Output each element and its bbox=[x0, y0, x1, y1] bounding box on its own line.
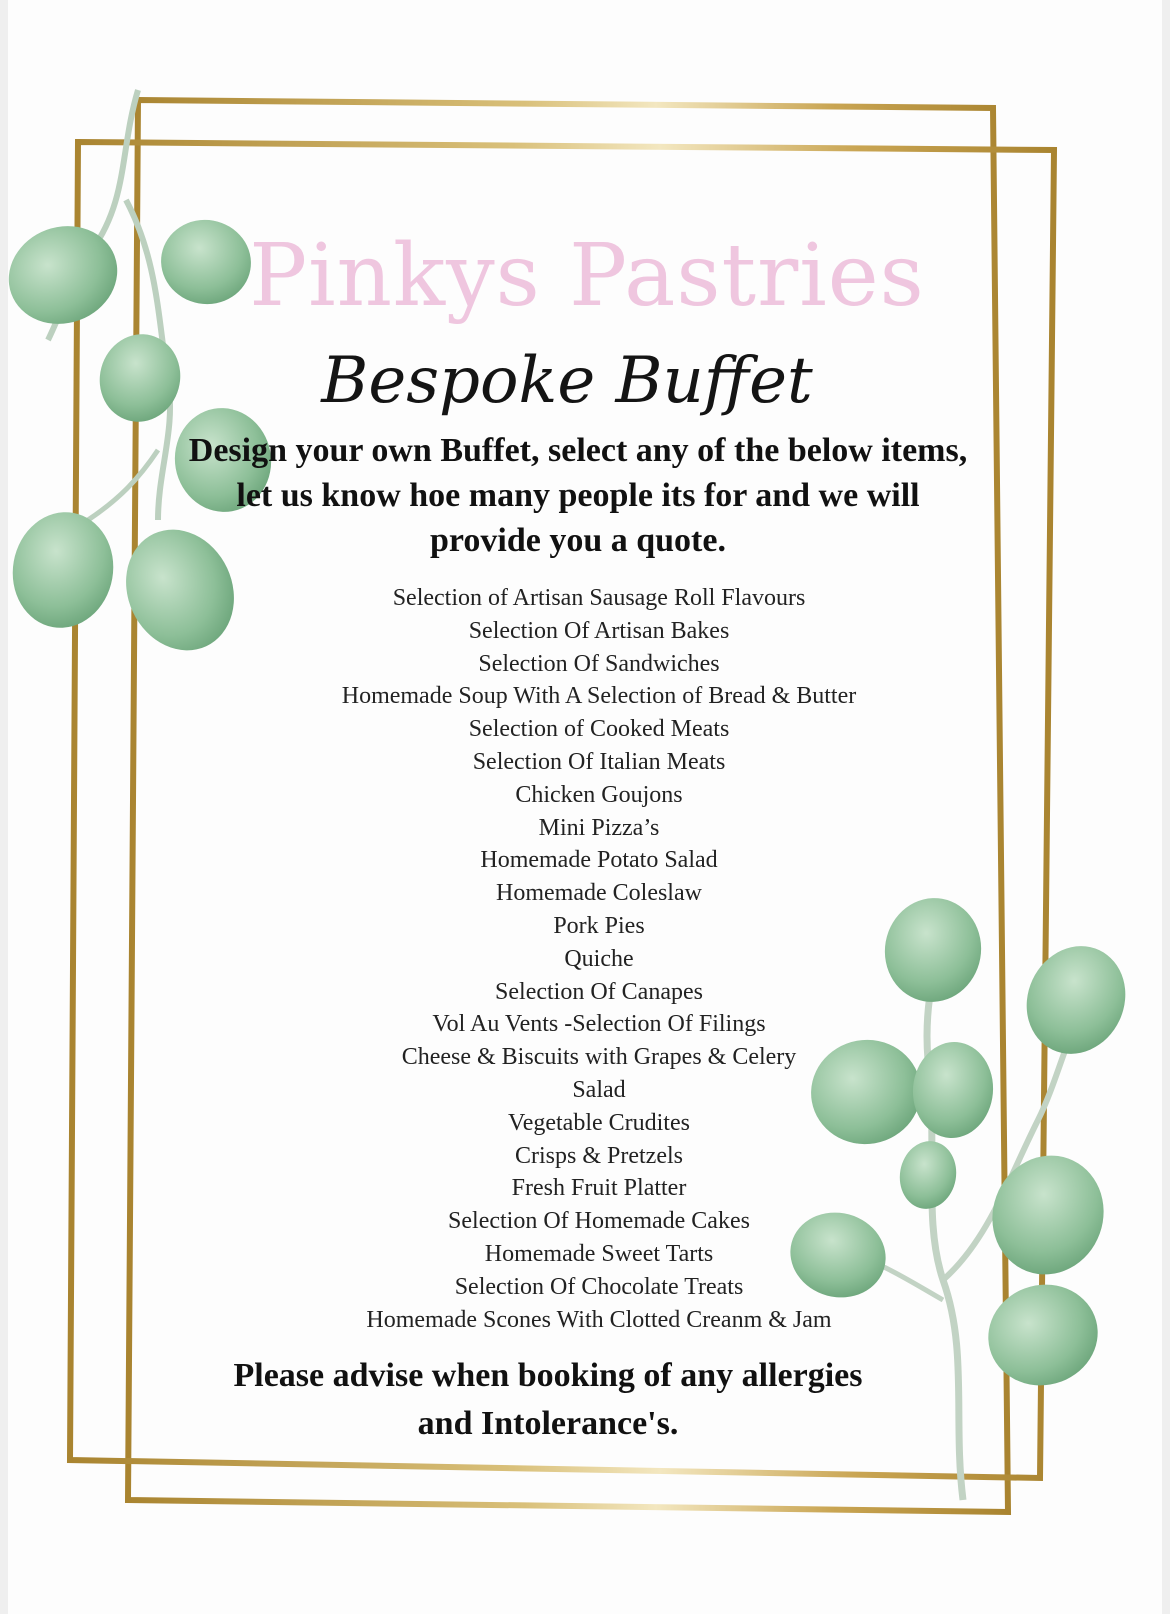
allergy-note-line: and Intolerance's. bbox=[417, 1405, 679, 1442]
buffet-menu-page bbox=[8, 0, 1162, 1614]
buffet-item: Quiche bbox=[564, 945, 634, 972]
buffet-item: Homemade Potato Salad bbox=[480, 847, 718, 874]
buffet-item: Mini Pizza’s bbox=[538, 814, 660, 841]
buffet-item: Selection Of Chocolate Treats bbox=[454, 1273, 744, 1300]
intro-line: Design your own Buffet, select any of the below items, bbox=[188, 432, 968, 469]
buffet-item: Chicken Goujons bbox=[515, 781, 683, 808]
intro-line: provide you a quote. bbox=[430, 522, 726, 559]
buffet-item: Homemade Soup With A Selection of Bread & Butter bbox=[341, 683, 857, 710]
buffet-item: Selection Of Canapes bbox=[495, 978, 703, 1005]
buffet-item: Salad bbox=[572, 1076, 626, 1103]
page-subtitle: Bespoke Buffet bbox=[321, 344, 813, 418]
allergy-note bbox=[168, 1352, 928, 1448]
buffet-item: Homemade Sweet Tarts bbox=[484, 1240, 714, 1267]
buffet-item: Selection of Artisan Sausage Roll Flavours bbox=[392, 585, 806, 611]
buffet-item: Selection Of Artisan Bakes bbox=[468, 617, 730, 644]
buffet-item-list bbox=[22, 582, 1162, 1336]
buffet-item: Vegetable Crudites bbox=[508, 1109, 690, 1136]
buffet-item: Pork Pies bbox=[553, 912, 645, 939]
buffet-item: Fresh Fruit Platter bbox=[511, 1175, 687, 1202]
brand-name: Pinkys Pastries bbox=[249, 226, 925, 326]
buffet-item: Vol Au Vents -Selection Of Filings bbox=[432, 1011, 766, 1038]
intro-text bbox=[148, 428, 1008, 563]
buffet-item: Selection Of Homemade Cakes bbox=[448, 1208, 750, 1235]
buffet-item: Selection Of Italian Meats bbox=[472, 748, 726, 775]
allergy-note-line: Please advise when booking of any allergies bbox=[233, 1357, 863, 1394]
buffet-item: Selection Of Sandwiches bbox=[478, 650, 720, 677]
buffet-item: Cheese & Biscuits with Grapes & Celery bbox=[401, 1044, 797, 1071]
intro-line: let us know hoe many people its for and we will bbox=[236, 477, 920, 514]
buffet-item: Homemade Coleslaw bbox=[496, 880, 702, 907]
buffet-item: Crisps & Pretzels bbox=[515, 1142, 683, 1169]
buffet-item: Selection of Cooked Meats bbox=[468, 716, 730, 743]
buffet-item: Homemade Scones With Clotted Creanm & Jam bbox=[366, 1306, 832, 1333]
